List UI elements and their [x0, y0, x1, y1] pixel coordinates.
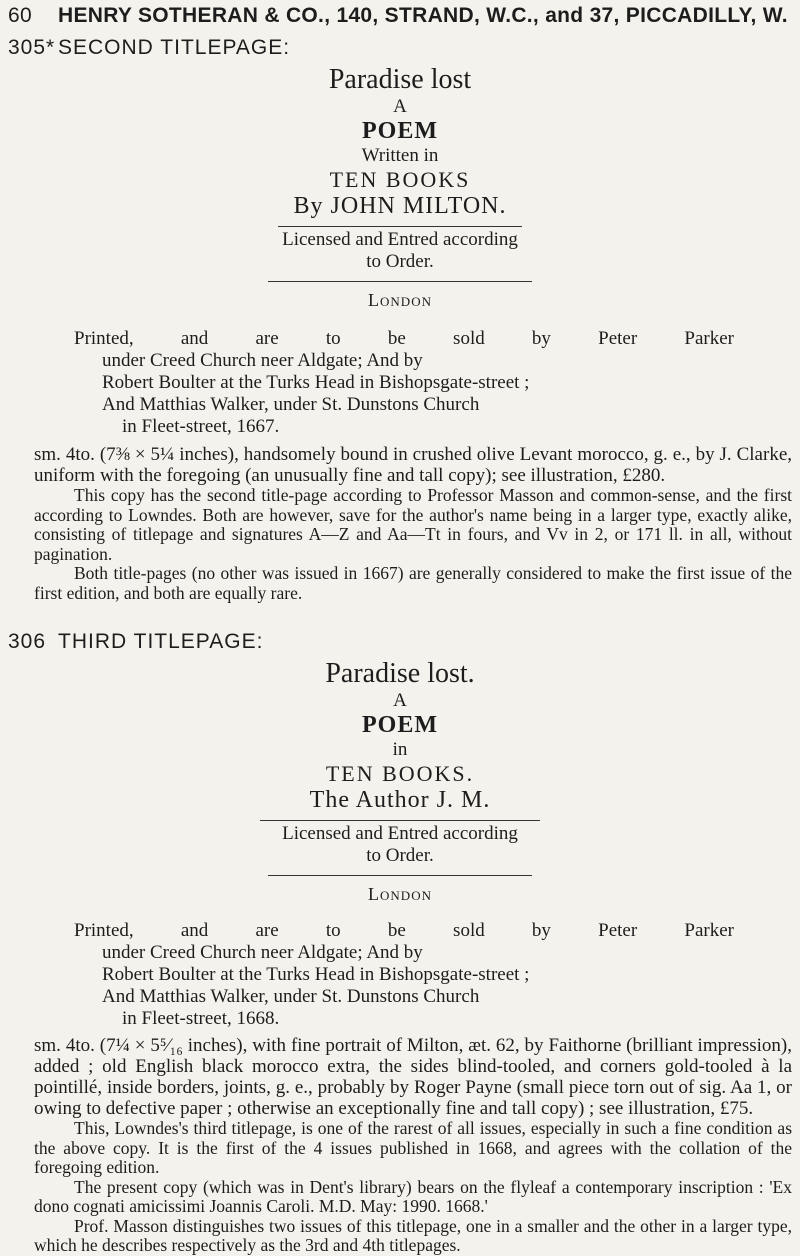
- imprint-block: [74, 920, 734, 1030]
- rule: [268, 875, 532, 876]
- imprint-line: Printed, and are to be sold by Peter Parker: [74, 328, 734, 349]
- description-lead: sm. 4to. (7¼ × 5⁵⁄₁₆ inches), with fine portrait of Milton, æt. 62, by Faithorne (brilliant impression), added ; old English black morocco extra, the sides blind-tooled, and corners gold-tooled à la pointillé, inside borders, joints, g. e., probably by Roger Payne (small piece torn out of sig. Aa 1, or owing to defective paper ; otherwise an exceptionally fine and tall copy) ; see illustration, £75.: [34, 1035, 792, 1119]
- imprint-block: [74, 328, 734, 438]
- rule: [260, 820, 540, 821]
- entry-title: THIRD TITLEPAGE:: [58, 630, 264, 653]
- entry-heading: [8, 36, 290, 60]
- titlepage-a: A: [393, 96, 407, 117]
- titlepage-poem: POEM: [362, 712, 438, 738]
- titlepage-title: Paradise lost.: [325, 658, 475, 689]
- entry-heading: [8, 630, 263, 654]
- titlepage-books: TEN BOOKS: [329, 167, 471, 192]
- imprint-line: Robert Boulter at the Turks Head in Bishopsgate-street ;: [102, 372, 530, 393]
- imprint-line: under Creed Church neer Aldgate; And by: [102, 350, 423, 371]
- entry-number: 305*: [8, 36, 56, 59]
- titlepage-title: Paradise lost: [328, 64, 472, 95]
- titlepage-licensed-2: to Order.: [366, 251, 434, 272]
- titlepage-facsimile: [0, 658, 800, 905]
- titlepage-author: By JOHN MILTON.: [293, 193, 507, 219]
- titlepage-poem: POEM: [362, 118, 438, 144]
- imprint-line: under Creed Church neer Aldgate; And by: [102, 942, 423, 963]
- imprint-line: And Matthias Walker, under St. Dunstons Church: [102, 394, 480, 415]
- titlepage-licensed: Licensed and Entred according: [282, 823, 518, 844]
- titlepage-london: London: [368, 884, 432, 904]
- titlepage-author: The Author J. M.: [309, 787, 491, 813]
- imprint-line: in Fleet-street, 1667.: [122, 416, 280, 437]
- titlepage-facsimile: [0, 64, 800, 311]
- page-number: 60: [8, 4, 32, 27]
- titlepage-written: in: [392, 739, 408, 760]
- titlepage-licensed-2: to Order.: [366, 845, 434, 866]
- description-paragraph: The present copy (which was in Dent's library) bears on the flyleaf a contemporary inscription : 'Ex dono cognati amicissimi Joannis Caroli. M.D. May: 1990. 1668.': [34, 1176, 792, 1216]
- description-paragraph: This, Lowndes's third titlepage, is one of the rarest of all issues, especially in such a fine condition as the above copy. It is the first of the 4 issues published in 1668, and agrees with the collation of the foregoing edition.: [34, 1118, 792, 1177]
- rule: [268, 281, 532, 282]
- description-lead: sm. 4to. (7⅜ × 5¼ inches), handsomely bound in crushed olive Levant morocco, g. e., by J. Clarke, uniform with the foregoing (an unusually fine and tall copy); see illustration, £280.: [34, 444, 792, 486]
- entry-description: [34, 1035, 792, 1256]
- entry-description: [34, 444, 792, 603]
- firm-name: HENRY SOTHERAN & CO., 140, STRAND, W.C., and 37, PICCADILLY, W.: [58, 4, 788, 27]
- description-paragraph: Prof. Masson distinguishes two issues of this titlepage, one in a smaller and the other in a larger type, which he describes respectively as the 3rd and 4th titlepages.: [34, 1215, 792, 1255]
- titlepage-written: Written in: [361, 145, 439, 166]
- rule: [278, 226, 522, 227]
- titlepage-a: A: [393, 690, 407, 711]
- imprint-line: Printed, and are to be sold by Peter Parker: [74, 920, 734, 941]
- entry-number: 306: [8, 630, 47, 653]
- imprint-line: in Fleet-street, 1668.: [122, 1008, 280, 1029]
- description-paragraph: Both title-pages (no other was issued in 1667) are generally considered to make the first issue of the first edition, and both are equally rare.: [34, 563, 792, 603]
- imprint-line: And Matthias Walker, under St. Dunstons Church: [102, 986, 480, 1007]
- entry-title: SECOND TITLEPAGE:: [58, 36, 291, 59]
- titlepage-books: TEN BOOKS.: [325, 761, 475, 786]
- imprint-line: Robert Boulter at the Turks Head in Bishopsgate-street ;: [102, 964, 530, 985]
- description-paragraph: This copy has the second title-page according to Professor Masson and common-sense, and the first according to Lowndes. Both are however, save for the author's name being in a larger type, exactly alike, consisting of titlepage and signatures A—Z and Aa—Tt in fours, and Vv in 2, or 171 ll. in all, without pagination.: [34, 485, 792, 564]
- titlepage-london: London: [368, 290, 432, 310]
- page-header: [8, 4, 798, 28]
- titlepage-licensed: Licensed and Entred according: [282, 229, 518, 250]
